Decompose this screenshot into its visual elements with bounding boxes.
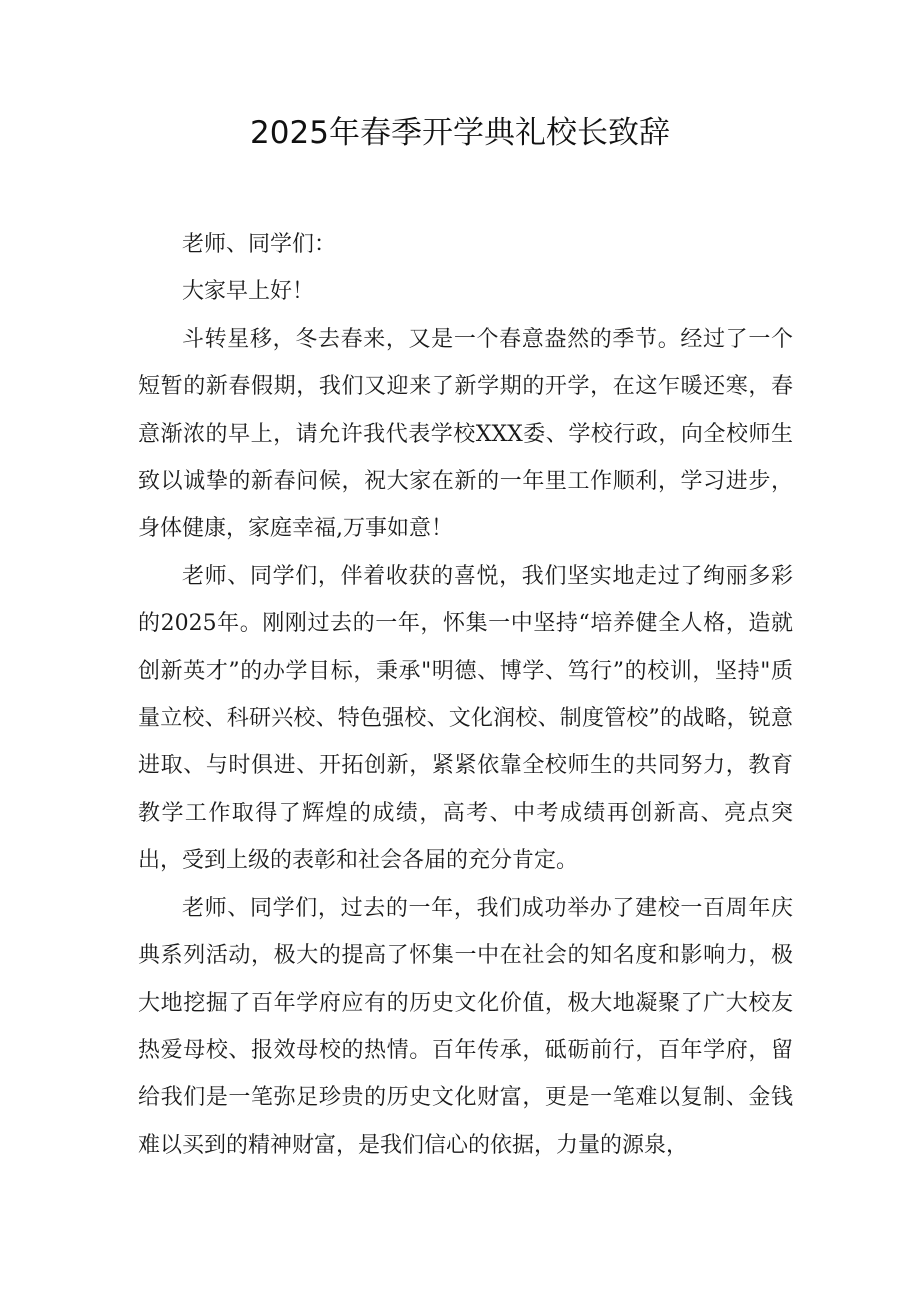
document-body: [138, 221, 793, 1169]
document-title: 2025年春季开学典礼校长致辞: [250, 115, 670, 151]
body-paragraph: 斗转星移，冬去春来，又是一个春意盎然的季节。经过了一个短暂的新春假期，我们又迎来了新学期的开学，在这乍暖还寒，春意渐浓的早上，请允许我代表学校XXX委、学校行政，向全校师生致以诚挚的新春问候，祝大家在新的一年里工作顺利，学习进步，身体健康，家庭幸福,万事如意！: [138, 326, 793, 542]
greeting: 大家早上好！: [182, 279, 315, 305]
salutation: 老师、同学们：: [182, 232, 337, 257]
body-paragraph: 老师、同学们，伴着收获的喜悦，我们坚实地走过了绚丽多彩的2025年。刚刚过去的一年，怀集一中坚持“培养健全人格，造就创新英才”的办学目标，秉承"明德、博学、笃行”的校训，坚持"质量立校、科研兴校、特色强校、文化润校、制度管校”的战略，锐意进取、与时俱进、开拓创新，紧紧依靠全校师生的共同努力，教育教学工作取得了辉煌的成绩，高考、中考成绩再创新高、亮点突出，受到上级的表彰和社会各届的充分肯定。: [138, 563, 793, 874]
body-paragraph: 老师、同学们，过去的一年，我们成功举办了建校一百周年庆典系列活动，极大的提高了怀集一中在社会的知名度和影响力，极大地挖掘了百年学府应有的历史文化价值，极大地凝聚了广大校友热爱母校、报效母校的热情。百年传承，砥砺前行，百年学府，留给我们是一笔弥足珍贵的历史文化财富，更是一笔难以复制、金钱难以买到的精神财富，是我们信心的依据，力量的源泉，: [138, 895, 793, 1158]
